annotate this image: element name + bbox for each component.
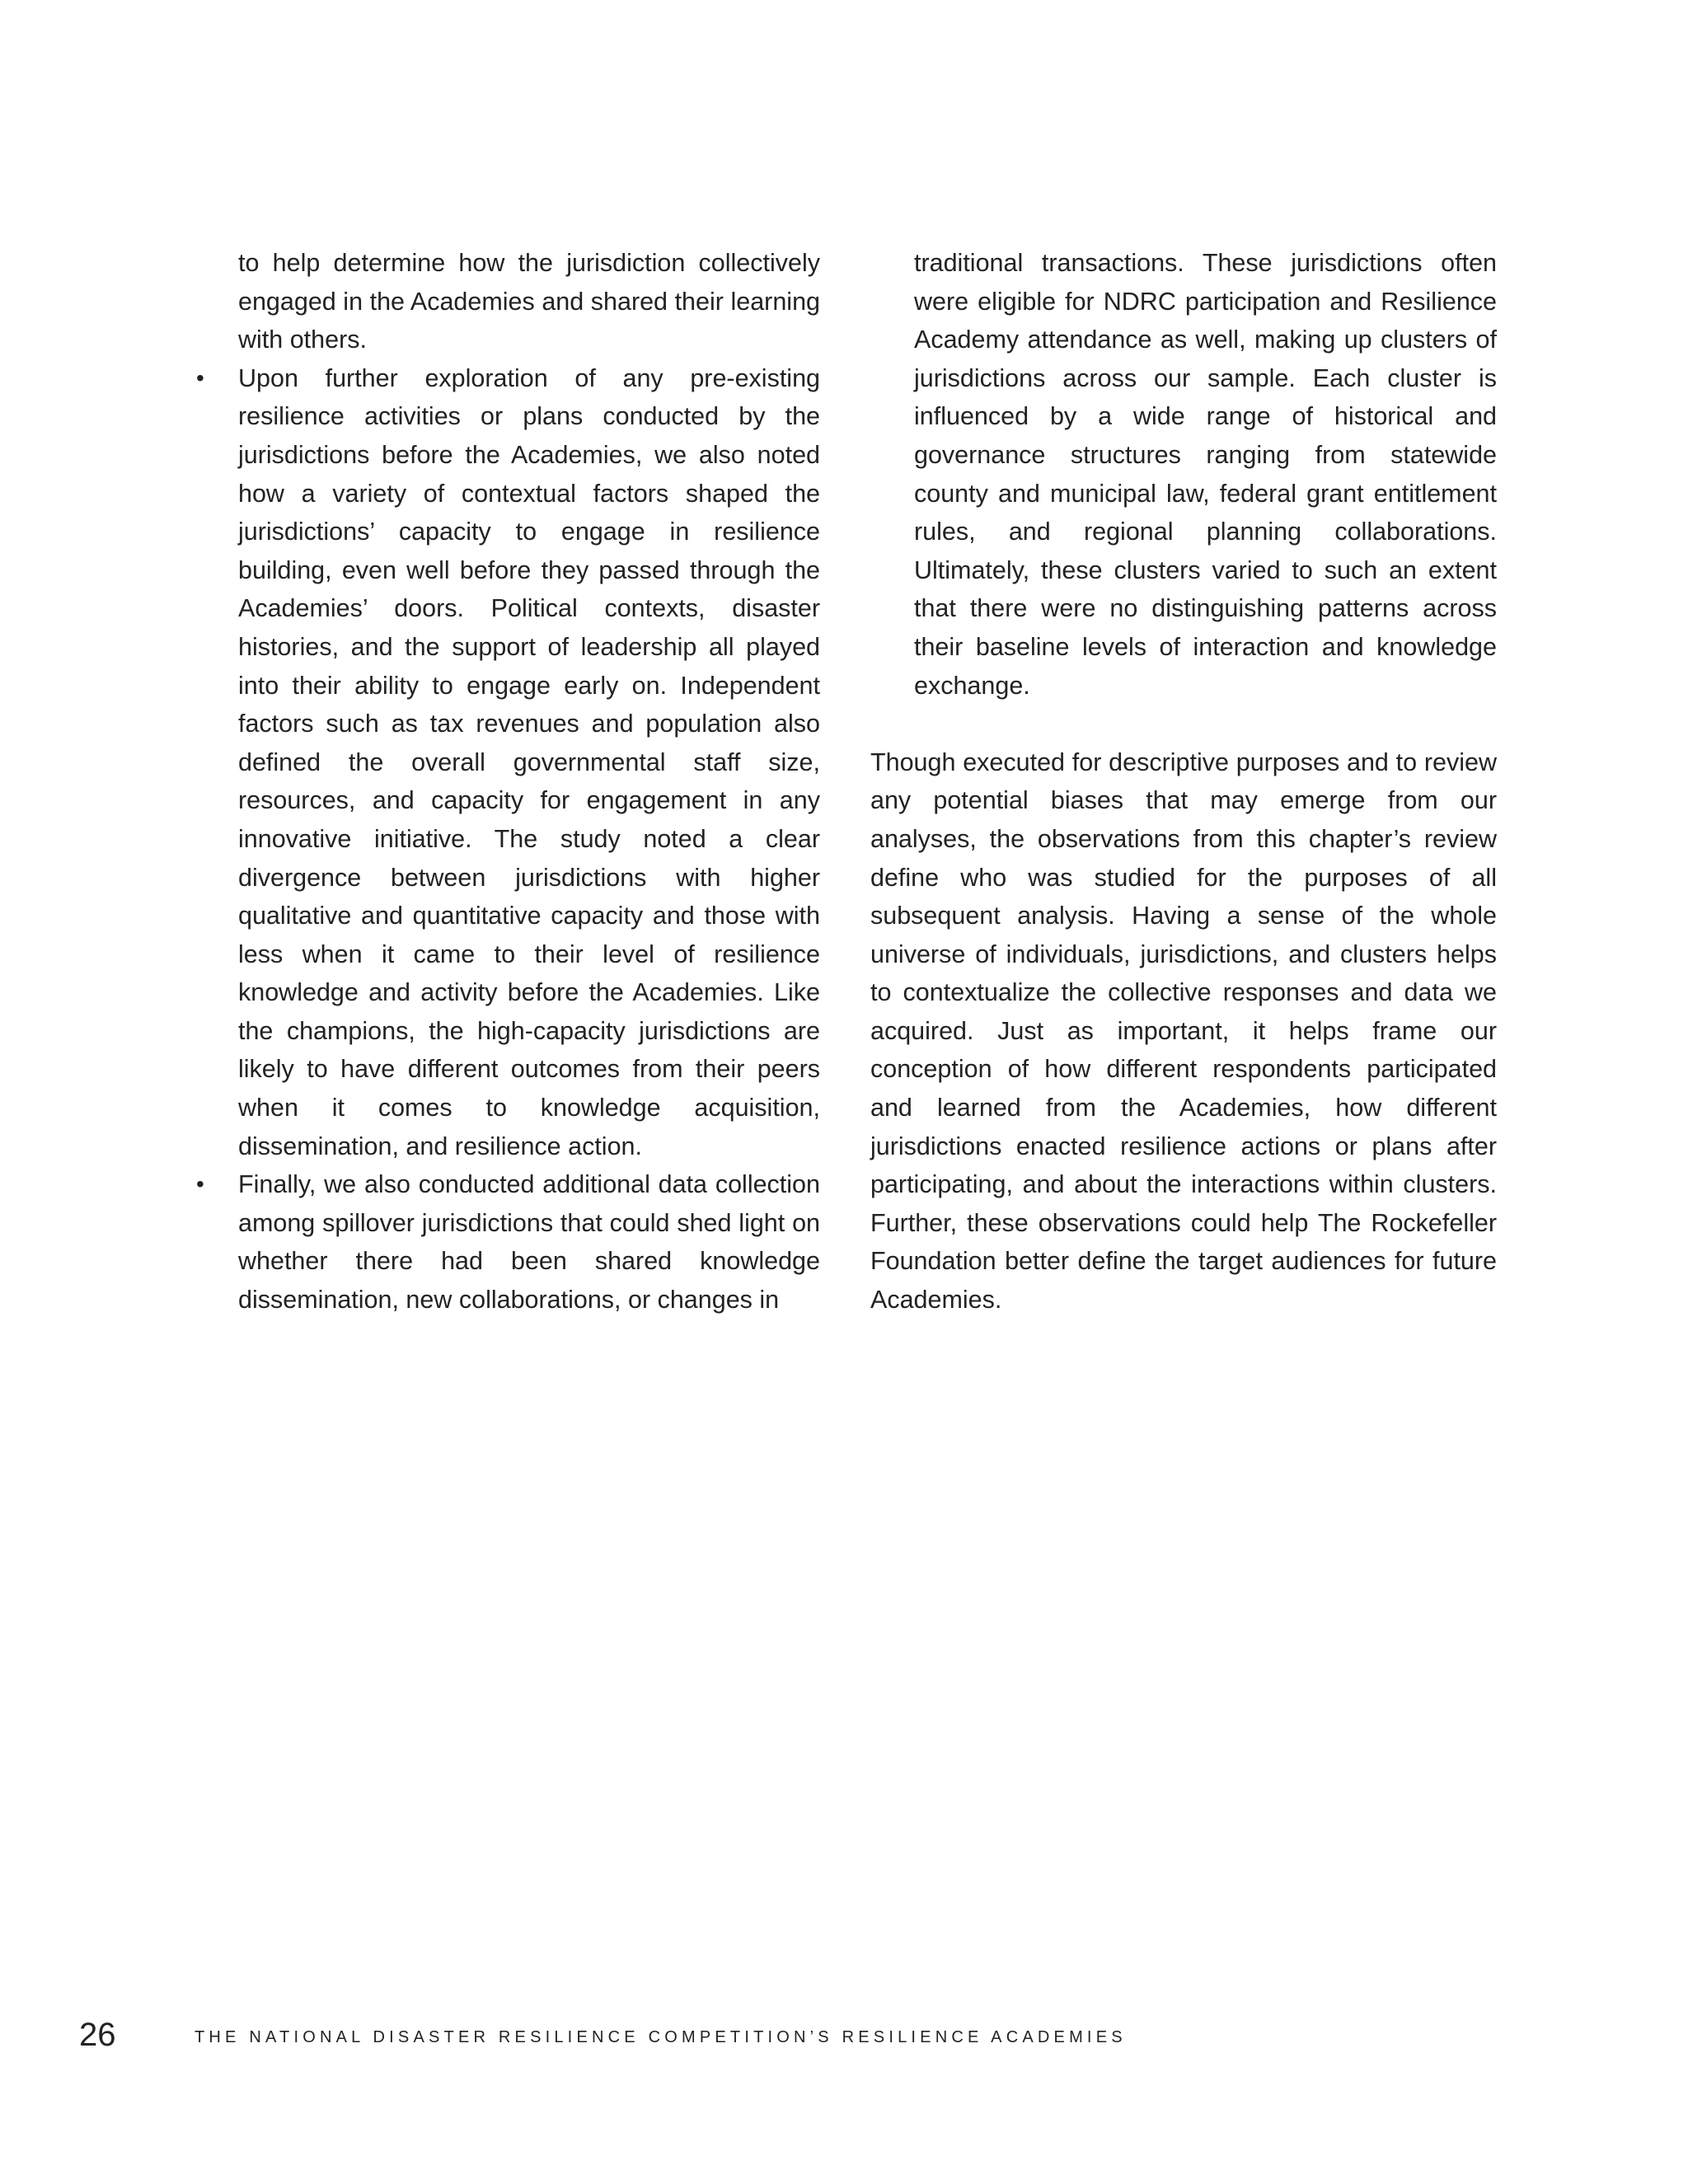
right-continuation-text: traditional transactions. These jurisdictions often were eligible for NDRC participation and Resilience Academy attendance as well, making up clusters of jurisdictions across our sample. Each cluster is influenced by a wide range of historical and governance structures ranging from statewide county and municipal law, federal grant entitlement rules, and regional planning collaborations. Ultimately, these clusters varied to such an extent that there were no distinguishing patterns across their baseline levels of interaction and knowledge exchange. — [914, 249, 1497, 700]
bullet-text: Finally, we also conducted additional data collection among spillover jurisdictions that could shed light on whether there had been shared knowledge dissemination, new collaborations, or changes in — [238, 1170, 820, 1315]
running-footer-title: THE NATIONAL DISASTER RESILIENCE COMPETITION’S RESILIENCE ACADEMIES — [195, 2028, 1127, 2046]
bullet-item — [194, 1165, 820, 1319]
body-paragraph: Though executed for descriptive purposes and to review any potential biases that may emerge from our analyses, the observations from this chapter’s review define who was studied for the purposes of all subsequent analysis. Having a sense of the whole universe of individuals, jurisdictions, and clusters helps to contextualize the collective responses and data we acquired. Just as important, it helps frame our conception of how different respondents participated and learned from the Academies, how different jurisdictions enacted resilience actions or plans after participating, and about the interactions within clusters. Further, these observations could help The Rockefeller Foundation better define the target audiences for future Academies. — [870, 748, 1497, 1315]
left-continuation-text: to help determine how the jurisdiction collectively engaged in the Academies and shared their learning with others. — [238, 249, 820, 354]
left-column — [194, 244, 820, 1319]
bullet-item — [194, 359, 820, 1165]
right-column — [870, 244, 1497, 1319]
page-number: 26 — [79, 2017, 116, 2053]
bullet-text: Upon further exploration of any pre-existing resilience activities or plans conducted by the jurisdictions before the Academies, we also noted how a variety of contextual factors shaped the jurisdictions’ capacity to engage in resilience building, even well before they passed through the Academies’ doors. Political contexts, disaster histories, and the support of leadership all played into their ability to engage early on. Independent factors such as tax revenues and population also defined the overall governmental staff size, resources, and capacity for engagement in any innovative initiative. The study noted a clear divergence between jurisdictions with higher qualitative and quantitative capacity and those with less when it came to their level of resilience knowledge and activity before the Academies. Like the champions, the high-capacity jurisdictions are likely to have different outcomes from their peers when it comes to knowledge acquisition, dissemination, and resilience action. — [238, 363, 820, 1160]
bullet-marker: • — [196, 364, 204, 391]
bullet-marker: • — [196, 1171, 204, 1197]
